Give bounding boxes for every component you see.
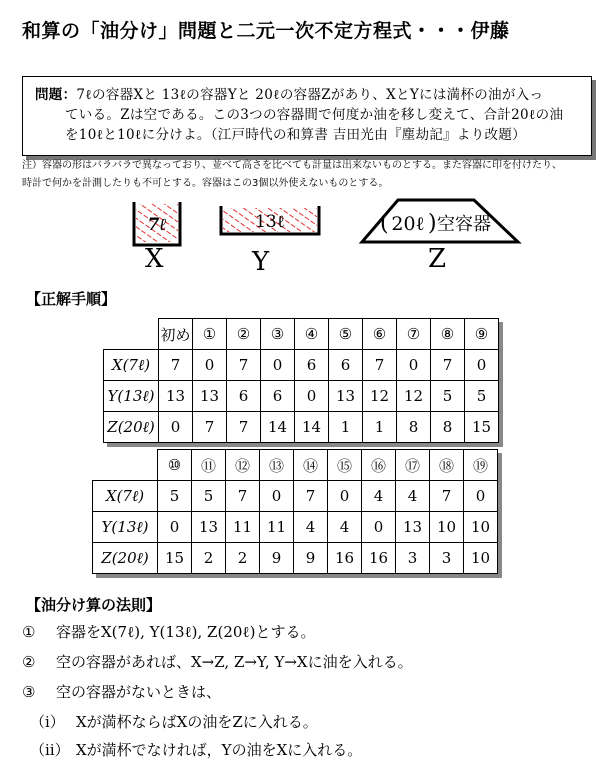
step-header: ⑧	[431, 319, 465, 350]
table-cell: 7	[294, 481, 328, 512]
table-cell: 14	[295, 412, 329, 443]
table-row	[93, 481, 498, 512]
problem-box	[22, 76, 592, 156]
table-cell: 8	[397, 412, 431, 443]
y-label: Y	[252, 247, 270, 277]
table-cell: 2	[192, 543, 226, 574]
table-cell: 16	[328, 543, 362, 574]
z-paren-open: (	[380, 211, 389, 236]
table-cell: 9	[260, 543, 294, 574]
table-cell: 2	[226, 543, 260, 574]
step-header: ⑮	[328, 450, 362, 481]
step-header: ⑰	[396, 450, 430, 481]
table-cell: 6	[227, 381, 261, 412]
table-cell: 12	[363, 381, 397, 412]
step-header: ⑯	[362, 450, 396, 481]
z-label: Z	[428, 244, 447, 274]
vessels-drawing	[0, 192, 609, 282]
rule-item	[30, 739, 362, 760]
step-header: ⑦	[397, 319, 431, 350]
note-line-1: 注）容器の形はバラバラで異なっており、並べて高さを比べても計量は出来ないものとする。また容器に印を付けたり、	[22, 160, 562, 171]
page-title: 和算の「油分け」問題と二元一次不定方程式・・・伊藤	[22, 20, 510, 42]
table-cell: 10	[464, 512, 498, 543]
table-cell: 4	[294, 512, 328, 543]
row-label: Y(13ℓ)	[104, 381, 159, 412]
table-cell: 4	[396, 481, 430, 512]
table-cell: 7	[430, 481, 464, 512]
table-cell: 0	[193, 350, 227, 381]
problem-line-2: ている。Zは空である。この3つの容器間で何度か油を移し変えて、合計20ℓの油	[65, 107, 564, 123]
rule-number: ③	[22, 683, 36, 701]
rule-item	[22, 621, 315, 642]
rule-text: 空の容器があれば、X→Z, Z→Y, Y→Xに油を入れる。	[56, 653, 413, 671]
table-cell: 1	[363, 412, 397, 443]
table-cell: 0	[260, 481, 294, 512]
table-cell: 0	[362, 512, 396, 543]
table-cell: 0	[261, 350, 295, 381]
table-cell: 0	[397, 350, 431, 381]
step-header: ⑤	[329, 319, 363, 350]
table-cell: 8	[431, 412, 465, 443]
table-cell: 15	[465, 412, 499, 443]
table-row	[93, 512, 498, 543]
step-header: ①	[193, 319, 227, 350]
vessels-figure	[0, 192, 609, 282]
table-cell: 7	[159, 350, 193, 381]
table-cell: 7	[193, 412, 227, 443]
table-cell: 13	[192, 512, 226, 543]
table-row	[104, 381, 499, 412]
table-cell: 5	[431, 381, 465, 412]
table-cell: 6	[329, 350, 363, 381]
table-corner	[93, 450, 158, 481]
table-cell: 15	[158, 543, 192, 574]
step-header: ⑩	[158, 450, 192, 481]
table-cell: 4	[328, 512, 362, 543]
table-cell: 0	[159, 412, 193, 443]
x-vessel-label: 7ℓ	[147, 215, 167, 235]
table-cell: 12	[397, 381, 431, 412]
step-header: ③	[261, 319, 295, 350]
table-cell: 5	[465, 381, 499, 412]
table-cell: 13	[193, 381, 227, 412]
row-label: X(7ℓ)	[104, 350, 159, 381]
table-cell: 10	[430, 512, 464, 543]
problem-line-1: 問題：7ℓの容器Xと 13ℓの容器Yと 20ℓの容器Zがあり、XとYには満杯の油が入っ	[35, 87, 544, 103]
step-header: ④	[295, 319, 329, 350]
problem-label: 問題：	[35, 87, 77, 103]
step-header: ⑬	[260, 450, 294, 481]
row-label: X(7ℓ)	[93, 481, 158, 512]
table-cell: 6	[261, 381, 295, 412]
step-header: ⑲	[464, 450, 498, 481]
table-cell: 10	[464, 543, 498, 574]
table-cell: 16	[362, 543, 396, 574]
note-line-2: 時計で何かを計測したりも不可とする。容器はこの3個以外使えないものとする。	[22, 178, 389, 189]
section-heading-steps: 【正解手順】	[26, 290, 117, 308]
table-row	[104, 350, 499, 381]
table-cell: 13	[396, 512, 430, 543]
x-label: X	[145, 244, 164, 274]
note	[22, 157, 602, 193]
table-cell: 7	[431, 350, 465, 381]
table-cell: 3	[430, 543, 464, 574]
z-vessel-amount: 20ℓ	[391, 213, 425, 235]
table-cell: 7	[227, 412, 261, 443]
z-vessel-text: 空容器	[437, 214, 491, 235]
step-header: ⑱	[430, 450, 464, 481]
table-cell: 1	[329, 412, 363, 443]
table-cell: 13	[329, 381, 363, 412]
rule-number: ②	[22, 653, 36, 671]
rule-text: Xが満杯でなければ，Yの油をXに入れる。	[76, 741, 363, 759]
step-header: ⑨	[465, 319, 499, 350]
rule-text: 空の容器がないときは、	[56, 683, 222, 701]
table-cell: 11	[226, 512, 260, 543]
table-cell: 4	[362, 481, 396, 512]
row-label: Z(20ℓ)	[104, 412, 159, 443]
table-cell: 0	[465, 350, 499, 381]
table-row	[93, 543, 498, 574]
steps-table-2	[92, 449, 498, 574]
problem-line-3: を10ℓと10ℓに分けよ。（江戸時代の和算書 吉田光由『塵劫記』より改題）	[65, 127, 526, 143]
problem-text	[35, 85, 583, 145]
rule-number: （ⅰ）	[30, 713, 65, 731]
rule-number: （ⅱ）	[30, 741, 70, 759]
step-header: ⑫	[226, 450, 260, 481]
table-cell: 0	[295, 381, 329, 412]
step-header: ⑥	[363, 319, 397, 350]
rule-text: 容器をX(7ℓ), Y(13ℓ), Z(20ℓ)とする。	[56, 623, 316, 641]
table-cell: 11	[260, 512, 294, 543]
step-header: 初め	[159, 319, 193, 350]
table-cell: 0	[464, 481, 498, 512]
z-paren-close: )	[428, 211, 437, 236]
table-corner	[104, 319, 159, 350]
steps-table-1	[103, 318, 499, 443]
step-header: ②	[227, 319, 261, 350]
step-header: ⑪	[192, 450, 226, 481]
table-cell: 7	[226, 481, 260, 512]
table-cell: 3	[396, 543, 430, 574]
step-header: ⑭	[294, 450, 328, 481]
rule-item	[30, 711, 318, 732]
table-cell: 5	[158, 481, 192, 512]
rule-item	[22, 681, 221, 702]
table-cell: 0	[158, 512, 192, 543]
rule-number: ①	[22, 623, 36, 641]
section-heading-rules: 【油分け算の法則】	[26, 596, 162, 614]
row-label: Y(13ℓ)	[93, 512, 158, 543]
table-cell: 13	[159, 381, 193, 412]
table-cell: 6	[295, 350, 329, 381]
rule-item	[22, 651, 413, 672]
table-cell: 7	[227, 350, 261, 381]
table-cell: 9	[294, 543, 328, 574]
table-cell: 0	[328, 481, 362, 512]
table-row	[104, 412, 499, 443]
table-cell: 5	[192, 481, 226, 512]
y-vessel-label: 13ℓ	[255, 212, 285, 232]
row-label: Z(20ℓ)	[93, 543, 158, 574]
rule-text: Xが満杯ならばXの油をZに入れる。	[76, 713, 318, 731]
table-cell: 7	[363, 350, 397, 381]
table-cell: 14	[261, 412, 295, 443]
